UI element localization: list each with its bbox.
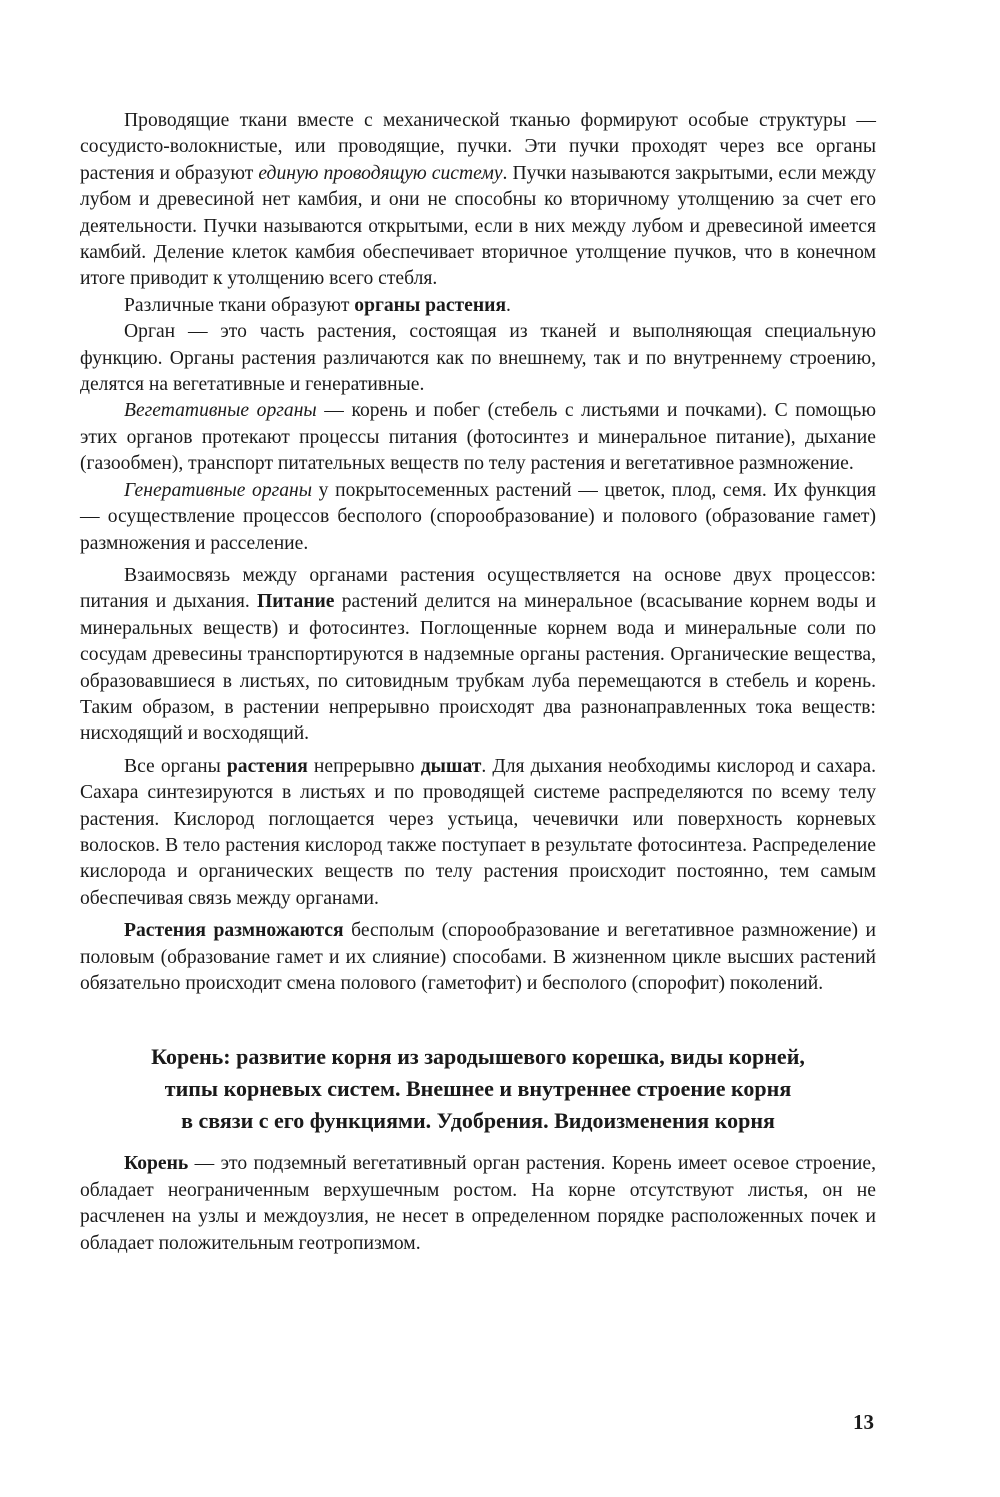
text-run: Различные ткани образуют: [124, 294, 355, 316]
text-run: Орган — это часть растения, состоящая из тканей и выполняющая специальную функцию. Органы растения различаются как по внешнему, так и по внутреннему строению, делятся на вегетативные и генеративные.: [80, 321, 876, 396]
text-run: . Для дыхания необходимы кислород и сахара. Сахара синтезируются в листьях и по проводящей системе распределяются по всему телу растения. Кислород поглощается через устьица, чечевички или поверхность корневых волосков. В тело растения кислород также поступает в результате фотосинтеза. Распределение кислорода и органических веществ по телу растения происходит постоянно, тем самым обеспечивая связь между органами.: [80, 755, 876, 909]
bold-term: растения: [226, 755, 308, 777]
text-run: .: [506, 294, 511, 316]
root-section-text: [80, 1151, 876, 1257]
heading-line-3: в связи с его функциями. Удобрения. Видоизменения корня: [181, 1108, 775, 1134]
paragraph: [80, 754, 876, 912]
bold-term: Растения размножаются: [124, 920, 344, 942]
text-run: непрерывно: [307, 755, 421, 777]
text-run: — это подземный вегетативный орган растения. Корень имеет осевое строение, обладает неограниченным верхушечным ростом. На корне отсутствуют листья, он не расчленен на узлы и междоузлия, не несет в определенном порядке расположенных почек и обладает положительным геотропизмом.: [80, 1153, 876, 1254]
main-text: [80, 108, 876, 997]
paragraph: [80, 319, 876, 398]
bold-term: Питание: [257, 591, 335, 613]
paragraph: [80, 293, 876, 319]
text-run: Все органы: [124, 755, 227, 777]
text-run: . Пучки называются закрытыми, если между лубом и древесиной нет камбия, и они не способны ко вторичному утолщению за счет его деятельности. Пучки называются открытыми, если в них между лубом и древесиной имеется камбий. Деление клеток камбия обеспечивает вторичное утолщение пучков, что в конечном итоге приводит к утолщению всего стебля.: [80, 162, 877, 290]
paragraph: [80, 398, 876, 477]
paragraph: [80, 478, 876, 557]
heading-line-1: Корень: развитие корня из зародышевого корешка, виды корней,: [151, 1044, 805, 1070]
bold-term: органы растения: [354, 294, 507, 316]
text-run: у покрытосеменных растений — цветок, плод, семя. Их функция — осуществление процессов бесполого (спорообразование) и полового (образование гамет) размножения и расселение.: [80, 479, 876, 554]
italic-term: Вегетативные органы: [124, 400, 317, 422]
paragraph: [80, 918, 876, 997]
paragraph: [80, 563, 876, 748]
text-run: — корень и побег (стебель с листьями и почками). С помощью этих органов протекают процессы питания (фотосинтез и минеральное питание), дыхание (газообмен), транспорт питательных веществ по телу растения и вегетативное размножение.: [80, 400, 876, 475]
bold-term: Корень: [124, 1153, 189, 1175]
text-run: бесполым (спорообразование и вегетативное размножение) и половым (образование гамет и их слияние) способами. В жизненном цикле высших растений обязательно происходит смена полового (гаметофит) и бесполого (спорофит) поколений.: [80, 920, 876, 994]
text-run: Взаимосвязь между органами растения осуществляется на основе двух процессов: питания и дыхания.: [80, 564, 876, 613]
page-body: [80, 108, 876, 1257]
bold-term: дышат: [420, 755, 482, 777]
text-run: Проводящие ткани вместе с механической тканью формируют особые структуры — сосудисто-волокнистые, или проводящие, пучки. Эти пучки проходят через все органы растения и образуют: [80, 110, 876, 184]
italic-term: Генеративные органы: [124, 479, 313, 501]
paragraph: [80, 108, 876, 293]
section-heading: [80, 1041, 876, 1137]
page-number: 13: [853, 1410, 874, 1434]
heading-line-2: типы корневых систем. Внешнее и внутреннее строение корня: [164, 1076, 792, 1102]
italic-term: единую проводящую систему: [258, 162, 503, 184]
text-run: растений делится на минеральное (всасывание корнем воды и минеральных веществ) и фотосинтез. Поглощенные корнем вода и минеральные соли по сосудам древесины транспортируются в надземные органы растения. Органические вещества, образовавшиеся в листьях, по ситовидным трубкам луба перемещаются в стебель и корень. Таким образом, в растении непрерывно происходят два разнонаправленных тока веществ: нисходящий и восходящий.: [80, 591, 876, 745]
root-definition-paragraph: [80, 1151, 876, 1257]
